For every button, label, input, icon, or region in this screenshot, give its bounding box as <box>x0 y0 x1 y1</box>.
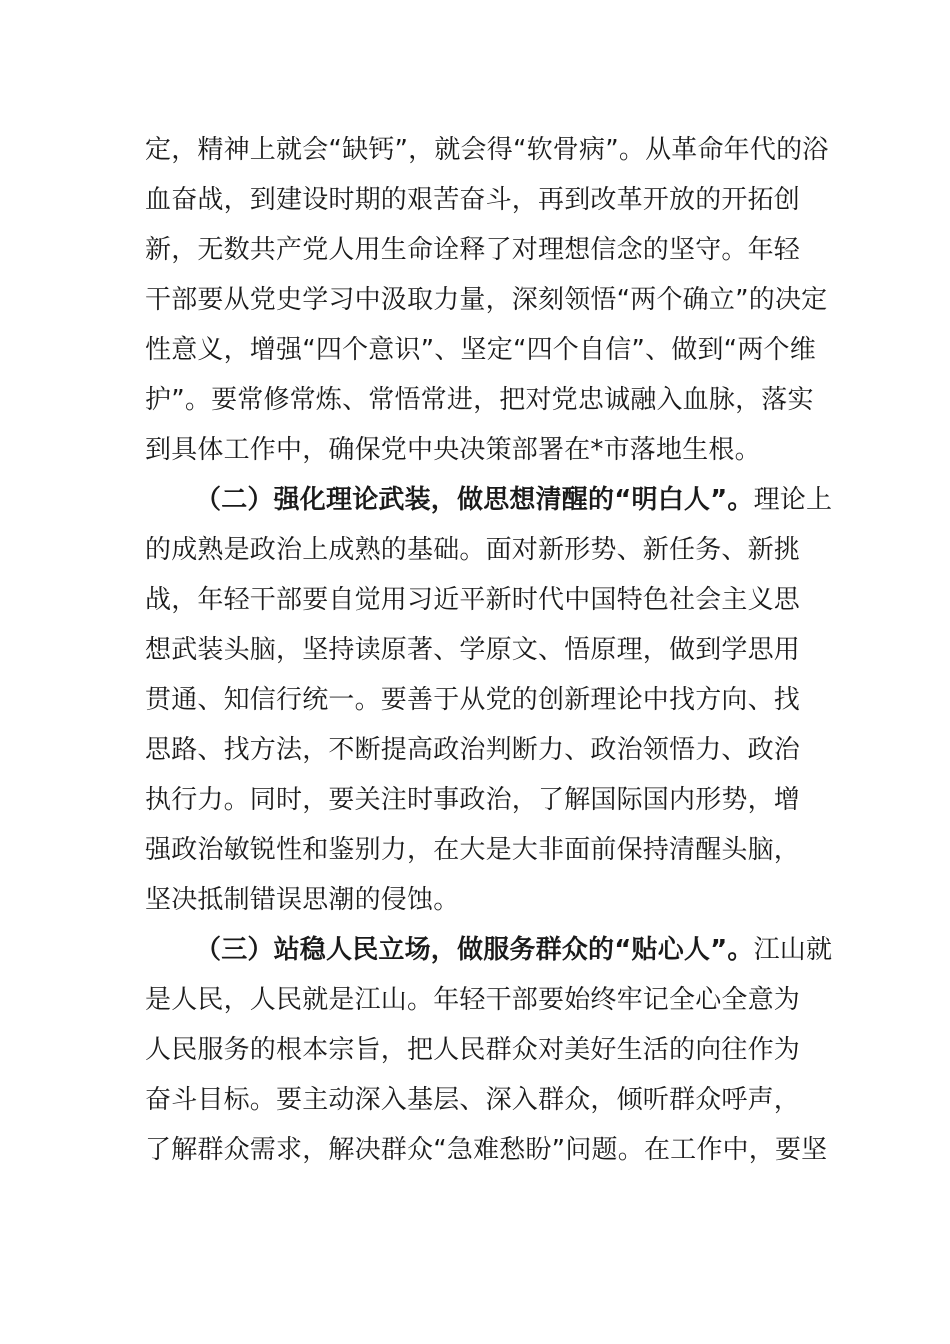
text-line: 新，无数共产党人用生命诠释了对理想信念的坚守。年轻 <box>145 235 801 265</box>
paragraph-first-line <box>145 475 833 525</box>
text-line: 的成熟是政治上成熟的基础。面对新形势、新任务、新挑 <box>145 535 801 565</box>
paragraph-first-line <box>145 925 833 975</box>
heading-tail-text: 理论上 <box>753 485 833 515</box>
text-line: 奋斗目标。要主动深入基层、深入群众，倾听群众呼声， <box>145 1085 801 1115</box>
text-line: 性意义，增强“四个意识”、坚定“四个自信”、做到“两个维 <box>145 335 816 365</box>
text-line: 坚决抵制错误思潮的侵蚀。 <box>145 885 460 915</box>
paragraph-3 <box>145 925 833 1175</box>
text-line: 强政治敏锐性和鉴别力，在大是大非面前保持清醒头脑， <box>145 835 801 865</box>
paragraph-1 <box>145 125 829 475</box>
paragraph-2 <box>145 475 833 925</box>
text-line: 定，精神上就会“缺钙”，就会得“软骨病”。从革命年代的浴 <box>145 135 829 165</box>
text-line: 是人民，人民就是江山。年轻干部要始终牢记全心全意为 <box>145 985 801 1015</box>
section-heading: （二）强化理论武装，做思想清醒的“明白人”。 <box>195 485 754 515</box>
heading-tail-text: 江山就 <box>753 935 833 965</box>
text-line: 血奋战，到建设时期的艰苦奋斗，再到改革开放的开拓创 <box>145 185 801 215</box>
text-line: 贯通、知信行统一。要善于从党的创新理论中找方向、找 <box>145 685 801 715</box>
text-line: 战，年轻干部要自觉用习近平新时代中国特色社会主义思 <box>145 585 801 615</box>
document-body <box>145 125 833 1175</box>
text-line: 到具体工作中，确保党中央决策部署在*市落地生根。 <box>145 435 761 465</box>
text-line: 执行力。同时，要关注时事政治，了解国际国内形势，增 <box>145 785 801 815</box>
text-line: 护”。要常修常炼、常悟常进，把对党忠诚融入血脉，落实 <box>145 385 814 415</box>
text-line: 思路、找方法，不断提高政治判断力、政治领悟力、政治 <box>145 735 801 765</box>
text-line: 了解群众需求，解决群众“急难愁盼”问题。在工作中，要坚 <box>145 1135 828 1165</box>
text-line: 干部要从党史学习中汲取力量，深刻领悟“两个确立”的决定 <box>145 285 828 315</box>
section-heading: （三）站稳人民立场，做服务群众的“贴心人”。 <box>195 935 754 965</box>
text-line: 想武装头脑，坚持读原著、学原文、悟原理，做到学思用 <box>145 635 801 665</box>
text-line: 人民服务的根本宗旨，把人民群众对美好生活的向往作为 <box>145 1035 801 1065</box>
